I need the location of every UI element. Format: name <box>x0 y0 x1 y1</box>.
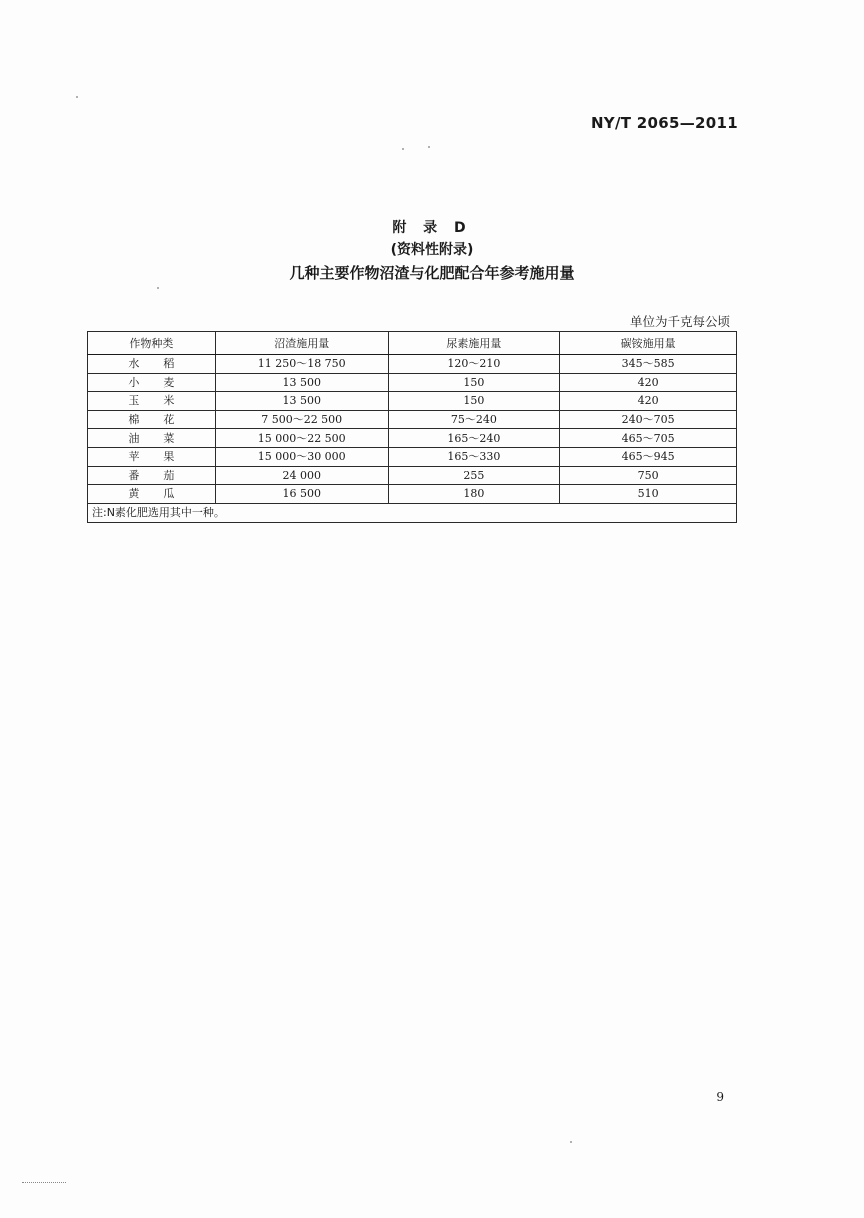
urea-cell: 75～240 <box>388 410 560 429</box>
standard-code: NY/T 2065—2011 <box>590 114 738 132</box>
urea-cell: 165～330 <box>388 447 560 466</box>
header-ammonium-bicarbonate: 碳铵施用量 <box>560 332 737 355</box>
urea-cell: 120～210 <box>388 355 560 374</box>
page-number: 9 <box>716 1090 724 1104</box>
crop-char: 小 <box>128 375 140 389</box>
ammonium-bicarbonate-cell: 750 <box>560 466 737 485</box>
header-crop: 作物种类 <box>88 332 216 355</box>
crop-char: 麦 <box>163 375 175 389</box>
crop-cell <box>88 429 216 448</box>
header-biogas-residue: 沼渣施用量 <box>215 332 388 355</box>
header-urea: 尿素施用量 <box>388 332 560 355</box>
table-note-row <box>88 503 737 522</box>
scan-speck <box>402 148 404 150</box>
ammonium-bicarbonate-cell: 465～945 <box>560 447 737 466</box>
scan-speck <box>157 287 159 289</box>
crop-char: 米 <box>163 394 175 408</box>
urea-cell: 180 <box>388 485 560 504</box>
crop-char: 玉 <box>128 394 140 408</box>
crop-char: 茄 <box>163 468 175 482</box>
ammonium-bicarbonate-cell: 240～705 <box>560 410 737 429</box>
table-row <box>88 466 737 485</box>
biogas-residue-cell: 13 500 <box>215 392 388 411</box>
annex-label: 附 录 D <box>392 220 472 236</box>
table-row <box>88 410 737 429</box>
biogas-residue-cell: 11 250～18 750 <box>215 355 388 374</box>
crop-char: 番 <box>128 468 140 482</box>
biogas-residue-cell: 13 500 <box>215 373 388 392</box>
crop-char: 苹 <box>128 450 140 464</box>
table-row <box>88 392 737 411</box>
urea-cell: 165～240 <box>388 429 560 448</box>
biogas-residue-cell: 15 000～22 500 <box>215 429 388 448</box>
urea-cell: 150 <box>388 392 560 411</box>
table-row <box>88 373 737 392</box>
crop-cell <box>88 373 216 392</box>
biogas-residue-cell: 7 500～22 500 <box>215 410 388 429</box>
ammonium-bicarbonate-cell: 420 <box>560 392 737 411</box>
annex-type: (资料性附录) <box>390 242 474 258</box>
crop-char: 果 <box>163 450 175 464</box>
table-row <box>88 429 737 448</box>
unit-note: 单位为千克每公顷 <box>629 314 730 329</box>
urea-cell: 150 <box>388 373 560 392</box>
crop-cell <box>88 410 216 429</box>
crop-cell <box>88 447 216 466</box>
scan-speck <box>570 1141 572 1143</box>
crop-cell <box>88 392 216 411</box>
ammonium-bicarbonate-cell: 420 <box>560 373 737 392</box>
biogas-residue-cell: 15 000～30 000 <box>215 447 388 466</box>
crop-char: 菜 <box>163 431 175 445</box>
crop-char: 瓜 <box>163 487 175 501</box>
table-note: 注:N素化肥选用其中一种。 <box>88 503 737 522</box>
crop-char: 棉 <box>128 413 140 427</box>
scan-edge-mark <box>22 1182 66 1184</box>
annex-heading <box>0 218 864 284</box>
ammonium-bicarbonate-cell: 465～705 <box>560 429 737 448</box>
crop-cell <box>88 355 216 374</box>
crop-char: 花 <box>163 413 175 427</box>
crop-cell <box>88 485 216 504</box>
table-row <box>88 485 737 504</box>
biogas-residue-cell: 24 000 <box>215 466 388 485</box>
urea-cell: 255 <box>388 466 560 485</box>
scan-speck <box>428 146 430 148</box>
crop-char: 黄 <box>128 487 140 501</box>
crop-cell <box>88 466 216 485</box>
scan-speck <box>76 96 78 98</box>
table-row <box>88 355 737 374</box>
annex-title: 几种主要作物沼渣与化肥配合年参考施用量 <box>289 264 575 282</box>
ammonium-bicarbonate-cell: 510 <box>560 485 737 504</box>
crop-char: 油 <box>128 431 140 445</box>
crop-char: 稻 <box>163 357 175 371</box>
table-row <box>88 447 737 466</box>
table-header-row <box>88 332 737 355</box>
biogas-residue-cell: 16 500 <box>215 485 388 504</box>
fertilizer-table <box>87 331 737 523</box>
ammonium-bicarbonate-cell: 345～585 <box>560 355 737 374</box>
crop-char: 水 <box>128 357 140 371</box>
